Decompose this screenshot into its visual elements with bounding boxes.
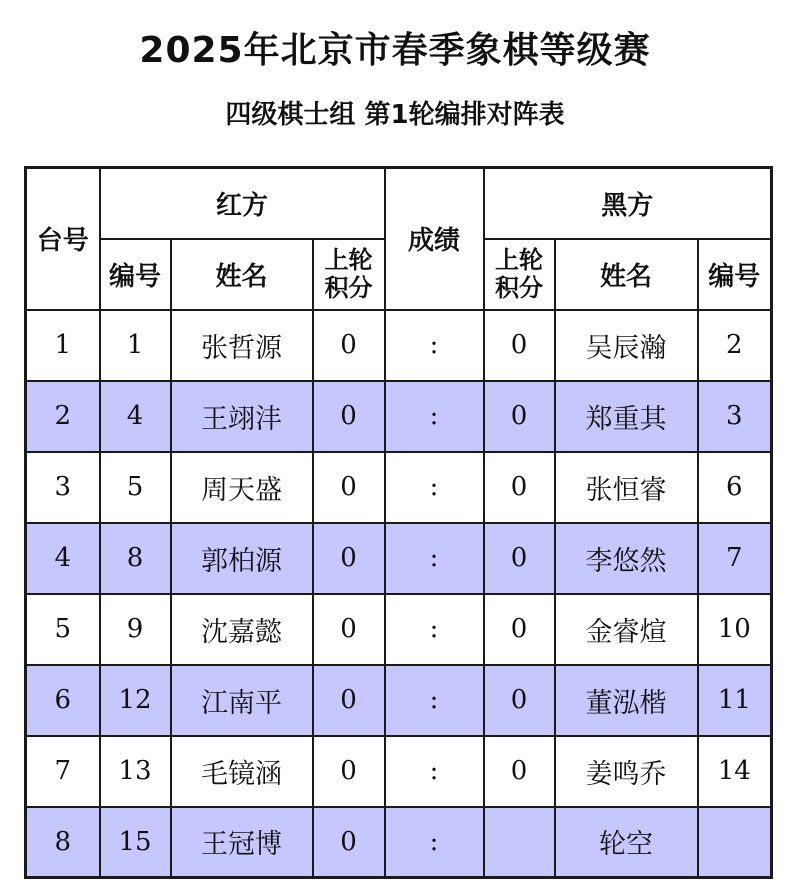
black-prev-score [484, 807, 555, 878]
black-prev-score: 0 [484, 594, 555, 665]
header-red-name: 姓名 [171, 239, 313, 310]
header-red-prev-line2: 积分 [324, 274, 373, 302]
red-name: 王冠博 [171, 807, 313, 878]
black-name: 张恒睿 [555, 452, 698, 523]
red-name: 周天盛 [171, 452, 313, 523]
black-number: 11 [698, 665, 772, 736]
black-number: 6 [698, 452, 772, 523]
black-number [698, 807, 772, 878]
table-row [26, 452, 772, 523]
red-name: 张哲源 [171, 310, 313, 381]
black-number: 14 [698, 736, 772, 807]
black-prev-score: 0 [484, 452, 555, 523]
black-name: 轮空 [555, 807, 698, 878]
red-number: 4 [100, 381, 171, 452]
board-number: 5 [26, 594, 100, 665]
table-row [26, 736, 772, 807]
table-row [26, 310, 772, 381]
black-name: 吴辰瀚 [555, 310, 698, 381]
red-name: 江南平 [171, 665, 313, 736]
header-black-number: 编号 [698, 239, 772, 310]
header-red-prev-line1: 上轮 [324, 246, 373, 274]
header-black: 黑方 [484, 168, 772, 239]
result: : [385, 452, 484, 523]
header-board: 台号 [26, 168, 100, 310]
page-subtitle: 四级棋士组 第1轮编排对阵表 [225, 100, 565, 130]
black-number: 2 [698, 310, 772, 381]
red-number: 8 [100, 523, 171, 594]
header-black-name: 姓名 [555, 239, 698, 310]
result: : [385, 523, 484, 594]
red-number: 12 [100, 665, 171, 736]
result: : [385, 807, 484, 878]
header-red: 红方 [100, 168, 385, 239]
result: : [385, 310, 484, 381]
black-name: 姜鸣乔 [555, 736, 698, 807]
black-number: 7 [698, 523, 772, 594]
result: : [385, 736, 484, 807]
header-red-number: 编号 [100, 239, 171, 310]
table-row [26, 807, 772, 878]
red-number: 15 [100, 807, 171, 878]
black-prev-score: 0 [484, 381, 555, 452]
red-number: 13 [100, 736, 171, 807]
table-row [26, 523, 772, 594]
red-prev-score: 0 [313, 665, 385, 736]
page-title: 2025年北京市春季象棋等级赛 [139, 30, 651, 71]
red-prev-score: 0 [313, 523, 385, 594]
black-prev-score: 0 [484, 736, 555, 807]
black-prev-score: 0 [484, 310, 555, 381]
red-prev-score: 0 [313, 736, 385, 807]
red-prev-score: 0 [313, 594, 385, 665]
red-prev-score: 0 [313, 452, 385, 523]
red-name: 沈嘉懿 [171, 594, 313, 665]
red-name: 王翊沣 [171, 381, 313, 452]
red-prev-score: 0 [313, 310, 385, 381]
result: : [385, 665, 484, 736]
red-name: 郭柏源 [171, 523, 313, 594]
board-number: 8 [26, 807, 100, 878]
black-name: 金睿煊 [555, 594, 698, 665]
table-row [26, 665, 772, 736]
red-number: 1 [100, 310, 171, 381]
header-result: 成绩 [385, 168, 484, 310]
header-black-prev-line2: 积分 [495, 274, 544, 302]
header-red-prev-score [313, 239, 385, 310]
black-name: 郑重其 [555, 381, 698, 452]
black-name: 董泓楷 [555, 665, 698, 736]
board-number: 1 [26, 310, 100, 381]
red-name: 毛镜涵 [171, 736, 313, 807]
board-number: 4 [26, 523, 100, 594]
pairing-table [24, 166, 773, 879]
result: : [385, 594, 484, 665]
black-name: 李悠然 [555, 523, 698, 594]
black-number: 10 [698, 594, 772, 665]
board-number: 6 [26, 665, 100, 736]
red-number: 9 [100, 594, 171, 665]
header-black-prev-score [484, 239, 555, 310]
red-prev-score: 0 [313, 807, 385, 878]
board-number: 3 [26, 452, 100, 523]
black-prev-score: 0 [484, 523, 555, 594]
table-row [26, 381, 772, 452]
black-number: 3 [698, 381, 772, 452]
header-black-prev-line1: 上轮 [495, 246, 544, 274]
black-prev-score: 0 [484, 665, 555, 736]
table-row [26, 594, 772, 665]
board-number: 7 [26, 736, 100, 807]
result: : [385, 381, 484, 452]
red-number: 5 [100, 452, 171, 523]
red-prev-score: 0 [313, 381, 385, 452]
board-number: 2 [26, 381, 100, 452]
